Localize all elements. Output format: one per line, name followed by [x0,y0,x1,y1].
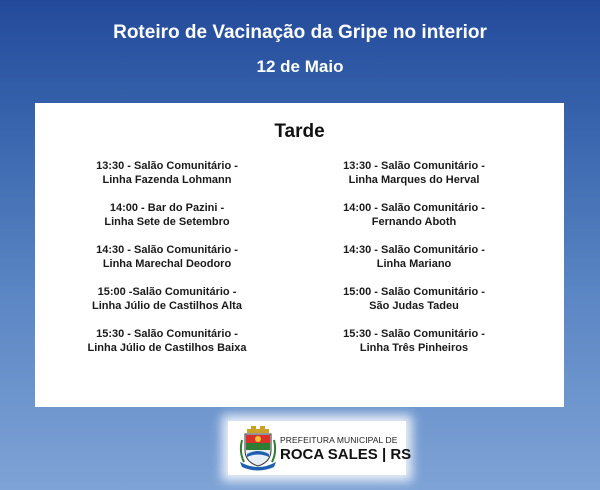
entry-location: Linha Três Pinheiros [359,342,469,354]
schedule-entry [289,159,539,201]
entry-time-place: 14:00 - Salão Comunitário - [343,202,485,214]
municipality-logo [228,421,412,475]
entry-time-place: 14:30 - Salão Comunitário - [96,244,238,256]
entry-time-place: 15:30 - Salão Comunitário - [96,328,238,340]
schedule-entry [289,285,539,327]
schedule-column-right [289,159,539,369]
entry-location: Linha Marechal Deodoro [102,258,232,270]
schedule-panel [35,103,564,407]
entry-location: Linha Júlio de Castilhos Baixa [87,342,247,354]
entry-time-place: 15:00 -Salão Comunitário - [97,286,237,298]
entry-location: São Judas Tadeu [369,300,459,312]
schedule-entry [42,327,292,369]
schedule-entry [42,159,292,201]
page-title: Roteiro de Vacinação da Gripe no interior [113,22,487,43]
schedule-entry [289,201,539,243]
entry-time-place: 14:30 - Salão Comunitário - [343,244,485,256]
schedule-entry [289,243,539,285]
entry-location: Linha Marques do Herval [348,174,480,186]
schedule-column-left [42,159,292,369]
municipal-crest-icon [238,424,278,472]
org-name-top: PREFEITURA MUNICIPAL DE [280,435,398,445]
entry-time-place: 15:00 - Salão Comunitário - [343,286,485,298]
entry-location: Linha Mariano [376,258,452,270]
period-heading: Tarde [274,121,325,142]
org-name-bottom: ROCA SALES | RS [280,446,412,463]
entry-location: Linha Fazenda Lohmann [102,174,232,186]
schedule-entry [42,243,292,285]
entry-time-place: 14:00 - Bar do Pazini - [109,202,225,214]
entry-location: Linha Júlio de Castilhos Alta [92,300,242,312]
event-date: 12 de Maio [256,57,344,76]
schedule-entry [289,327,539,369]
entry-time-place: 13:30 - Salão Comunitário - [96,160,238,172]
entry-location: Linha Sete de Setembro [104,216,230,228]
schedule-entry [42,201,292,243]
schedule-entry [42,285,292,327]
entry-time-place: 13:30 - Salão Comunitário - [343,160,485,172]
entry-location: Fernando Aboth [371,216,457,228]
entry-time-place: 15:30 - Salão Comunitário - [343,328,485,340]
